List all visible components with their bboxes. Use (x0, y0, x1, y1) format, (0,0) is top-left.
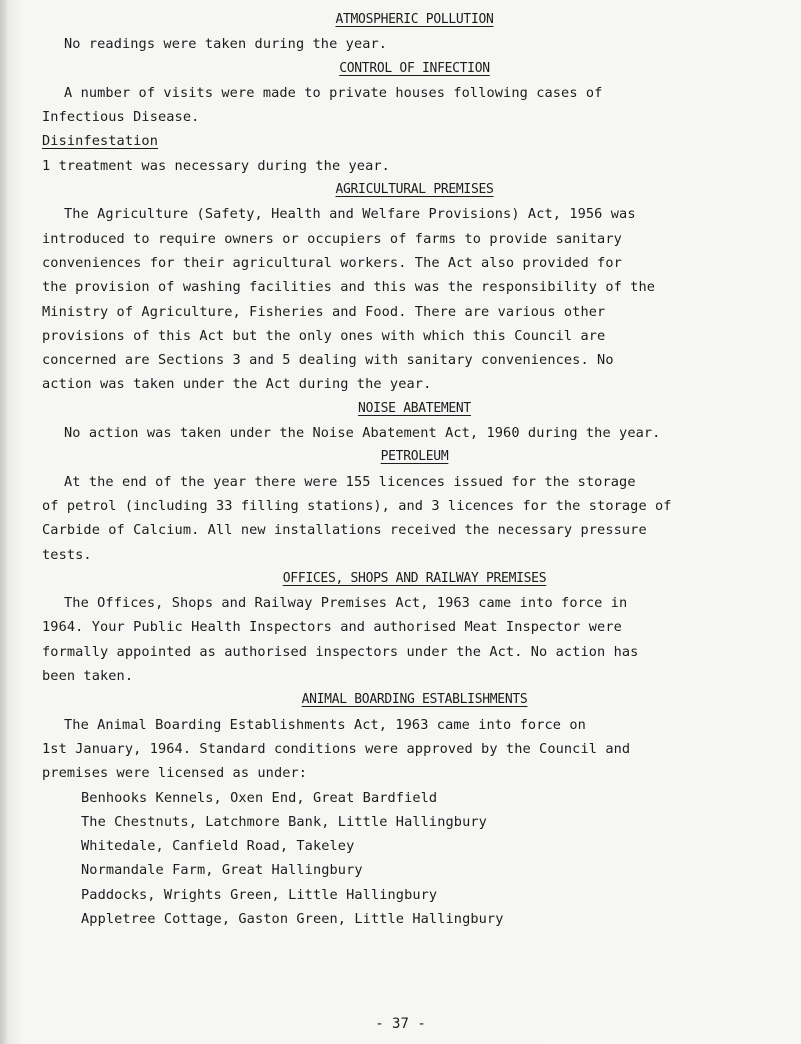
section-noise-abatement (42, 397, 787, 446)
text-line: of petrol (including 33 filling stations), and 3 licences for the storage of (42, 497, 672, 514)
section-body (42, 32, 787, 56)
section-heading: AGRICULTURAL PREMISES (335, 182, 494, 198)
text-line: tests. (42, 546, 92, 563)
text-line: A number of visits were made to private houses following cases of (64, 84, 603, 101)
section-heading: PETROLEUM (380, 449, 449, 465)
list-item: Whitedale, Canfield Road, Takeley (81, 838, 355, 855)
section-body (42, 591, 787, 688)
section-agricultural-premises (42, 178, 787, 397)
section-heading: CONTROL OF INFECTION (339, 60, 490, 76)
text-line: No readings were taken during the year. (64, 36, 388, 53)
section-control-of-infection (42, 57, 787, 178)
text-line: 1 treatment was necessary during the year. (42, 157, 390, 174)
text-line: Ministry of Agriculture, Fisheries and Food. There are various other (42, 303, 606, 320)
section-body (42, 81, 787, 130)
text-line: Carbide of Calcium. All new installations received the necessary pressure (42, 522, 647, 539)
text-line: action was taken under the Act during the year. (42, 376, 432, 393)
section-heading: OFFICES, SHOPS AND RAILWAY PREMISES (282, 570, 547, 586)
text-line: provisions of this Act but the only ones with which this Council are (42, 327, 606, 344)
text-line: Infectious Disease. (42, 109, 200, 126)
subsection-body (42, 154, 787, 178)
text-line: been taken. (42, 668, 134, 685)
list-item: The Chestnuts, Latchmore Bank, Little Hallingbury (81, 813, 487, 830)
section-petroleum (42, 445, 787, 566)
section-heading: NOISE ABATEMENT (358, 400, 471, 416)
list-item: Benhooks Kennels, Oxen End, Great Bardfield (81, 789, 438, 806)
text-line: At the end of the year there were 155 licences issued for the storage (64, 473, 636, 490)
list-item: Appletree Cottage, Gaston Green, Little Hallingbury (81, 910, 504, 927)
text-line: formally appointed as authorised inspectors under the Act. No action has (42, 643, 639, 660)
section-heading: ATMOSPHERIC POLLUTION (335, 12, 494, 27)
text-line: the provision of washing facilities and this was the responsibility of the (42, 279, 656, 296)
list-item: Normandale Farm, Great Hallingbury (81, 862, 363, 879)
page-content (42, 8, 787, 931)
text-line: The Offices, Shops and Railway Premises Act, 1963 came into force in (64, 595, 628, 612)
section-body (42, 421, 787, 445)
section-body (42, 713, 787, 786)
text-line: 1964. Your Public Health Inspectors and authorised Meat Inspector were (42, 619, 622, 636)
page-number: - 37 - (375, 1016, 426, 1032)
section-atmospheric-pollution (42, 8, 787, 57)
text-line: The Agriculture (Safety, Health and Welfare Provisions) Act, 1956 was (64, 206, 636, 223)
page-edge-shadow (0, 0, 8, 1044)
list-item: Paddocks, Wrights Green, Little Hallingbury (81, 886, 438, 903)
text-line: premises were licensed as under: (42, 765, 308, 782)
text-line: 1st January, 1964. Standard conditions were approved by the Council and (42, 740, 631, 757)
subsection-heading: Disinfestation (42, 133, 158, 150)
section-animal-boarding (42, 688, 787, 931)
section-body (42, 470, 787, 567)
premises-list (42, 786, 787, 932)
section-offices-shops-railway (42, 567, 787, 688)
text-line: concerned are Sections 3 and 5 dealing with sanitary conveniences. No (42, 352, 614, 369)
text-line: introduced to require owners or occupiers of farms to provide sanitary (42, 230, 622, 247)
text-line: The Animal Boarding Establishments Act, 1963 came into force on (64, 716, 586, 733)
section-heading: ANIMAL BOARDING ESTABLISHMENTS (301, 692, 528, 708)
text-line: No action was taken under the Noise Abatement Act, 1960 during the year. (64, 425, 661, 442)
text-line: conveniences for their agricultural workers. The Act also provided for (42, 254, 622, 271)
section-body (42, 202, 787, 396)
